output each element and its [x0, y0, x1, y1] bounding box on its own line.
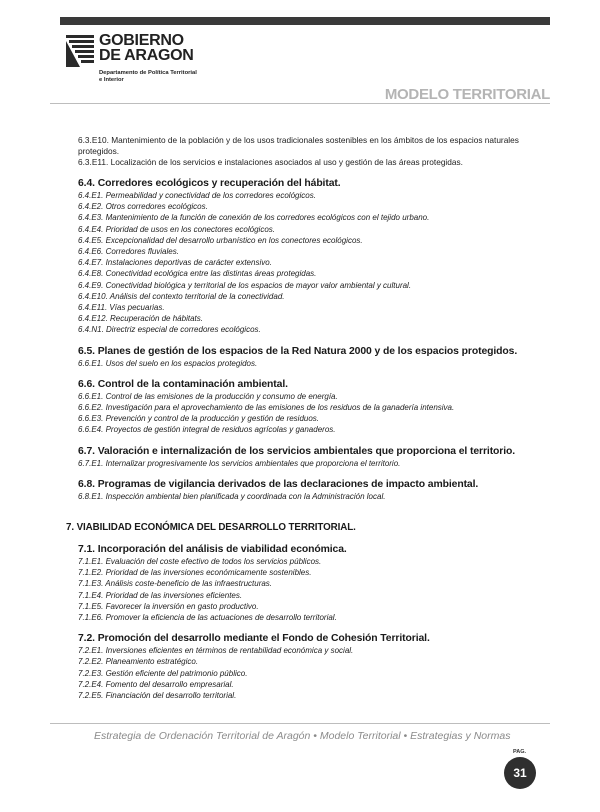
- list-item: 6.4.E11. Vías pecuarias.: [78, 303, 165, 313]
- list-item: 6.4.E1. Permeabilidad y conectividad de los corredores ecológicos.: [78, 191, 316, 200]
- list-item: 7.1.E4. Prioridad de las inversiones eficientes.: [78, 590, 243, 600]
- list-item: 6.4.E12. Recuperación de hábitats.: [78, 314, 203, 324]
- list-item: 6.4.E7. Instalaciones deportivas de carácter extensivo.: [78, 258, 272, 268]
- list-item: 6.4.E5. Excepcionalidad del desarrollo urbanístico en los conectores ecológicos.: [78, 235, 363, 245]
- list-item: 6.7.E1. Internalizar progresivamente los servicios ambientales que proporciona el territorio.: [78, 458, 401, 468]
- list-item: 6.6.E2. Investigación para el aprovechamiento de las emisiones de los residuos de la ganadería intensiva.: [78, 403, 455, 413]
- list-item: 7.1.E1. Evaluación del coste efectivo de todos los servicios públicos.: [78, 557, 322, 567]
- list-item: 7.1.E6. Promover la eficiencia de las actuaciones de desarrollo territorial.: [78, 613, 337, 623]
- list-item: 7.2.E2. Planeamiento estratégico.: [78, 657, 199, 667]
- list-item: 7.2.E3. Gestión eficiente del patrimonio público.: [78, 668, 248, 678]
- section-heading: 6.8. Programas de vigilancia derivados de las declaraciones de impacto ambiental.: [78, 478, 479, 490]
- list-item: 6.6.E3. Prevención y control de la producción y gestión de residuos.: [78, 414, 320, 424]
- list-item: 7.2.E1. Inversiones eficientes en términos de rentabilidad económica y social.: [78, 646, 354, 656]
- list-item: 7.2.E5. Financiación del desarrollo territorial.: [78, 691, 237, 701]
- section-heading: 6.6. Control de la contaminación ambiental.: [78, 378, 288, 390]
- list-item: 6.4.E9. Conectividad biológica y territorial de los espacios de mayor valor ambiental y cultural.: [78, 280, 412, 290]
- footer-divider: [50, 723, 550, 724]
- department-name: Departamento de Política Territorial e Interior: [99, 70, 197, 83]
- list-item: 6.6.E1. Usos del suelo en los espacios protegidos.: [78, 358, 258, 368]
- top-bar: [60, 17, 550, 25]
- chapter-heading: 7. VIABILIDAD ECONÓMICA DEL DESARROLLO TERRITORIAL.: [66, 522, 356, 534]
- section-title: MODELO TERRITORIAL: [384, 86, 550, 103]
- document-body: [66, 135, 556, 701]
- section-heading: 7.1. Incorporación del análisis de viabilidad económica.: [78, 544, 347, 556]
- list-item: 6.4.E10. Análisis del contexto territorial de la conectividad.: [78, 291, 285, 301]
- intro-paragraph: 6.3.E10. Mantenimiento de la población y de los usos tradicionales sostenibles en los ámbitos de los espacios naturales protegidos.: [78, 135, 519, 156]
- section-heading: 6.7. Valoración e internalización de los servicios ambientales que proporciona el territorio.: [78, 445, 516, 457]
- intro-paragraph: 6.3.E11. Localización de los servicios e instalaciones asociados al uso y gestión de las áreas protegidas.: [78, 157, 463, 167]
- list-item: 6.4.E6. Corredores fluviales.: [78, 247, 179, 257]
- section-heading: 6.4. Corredores ecológicos y recuperación del hábitat.: [78, 178, 341, 189]
- list-item: 7.1.E2. Prioridad de las inversiones económicamente sostenibles.: [78, 568, 312, 578]
- aragon-emblem-icon: [66, 35, 94, 67]
- list-item: 7.1.E5. Favorecer la inversión en gasto productivo.: [78, 601, 259, 611]
- logo-title: GOBIERNO DE ARAGON: [99, 32, 194, 64]
- footer-text: Estrategia de Ordenación Territorial de Aragón • Modelo Territorial • Estrategias y Normas: [94, 730, 511, 742]
- list-item: 7.2.E4. Fomento del desarrollo empresarial.: [78, 679, 234, 689]
- list-item: 6.4.N1. Directriz especial de corredores ecológicos.: [78, 325, 261, 335]
- list-item: 6.8.E1. Inspección ambiental bien planificada y coordinada con la Administración local.: [78, 491, 386, 501]
- list-item: 6.4.E3. Mantenimiento de la función de conexión de los corredores ecológicos con el tejido urbano.: [78, 213, 430, 223]
- list-item: 6.4.E4. Prioridad de usos en los conectores ecológicos.: [78, 224, 276, 234]
- list-item: 6.4.E8. Conectividad ecológica entre las distintas áreas protegidas.: [78, 269, 317, 279]
- list-item: 6.4.E2. Otros corredores ecológicos.: [78, 202, 208, 212]
- list-item: 6.6.E1. Control de las emisiones de la producción y consumo de energía.: [78, 391, 338, 401]
- section-heading: 6.5. Planes de gestión de los espacios de la Red Natura 2000 y de los espacios protegidos.: [78, 345, 518, 357]
- page-label: PAG.: [513, 749, 527, 755]
- page-number: 31: [504, 757, 536, 789]
- government-logo: [66, 33, 266, 93]
- header-divider: [50, 103, 550, 104]
- section-heading: 7.2. Promoción del desarrollo mediante el Fondo de Cohesión Territorial.: [78, 633, 430, 645]
- list-item: 6.6.E4. Proyectos de gestión integral de residuos agrícolas y ganaderos.: [78, 425, 336, 435]
- list-item: 7.1.E3. Análisis coste-beneficio de las infraestructuras.: [78, 579, 273, 589]
